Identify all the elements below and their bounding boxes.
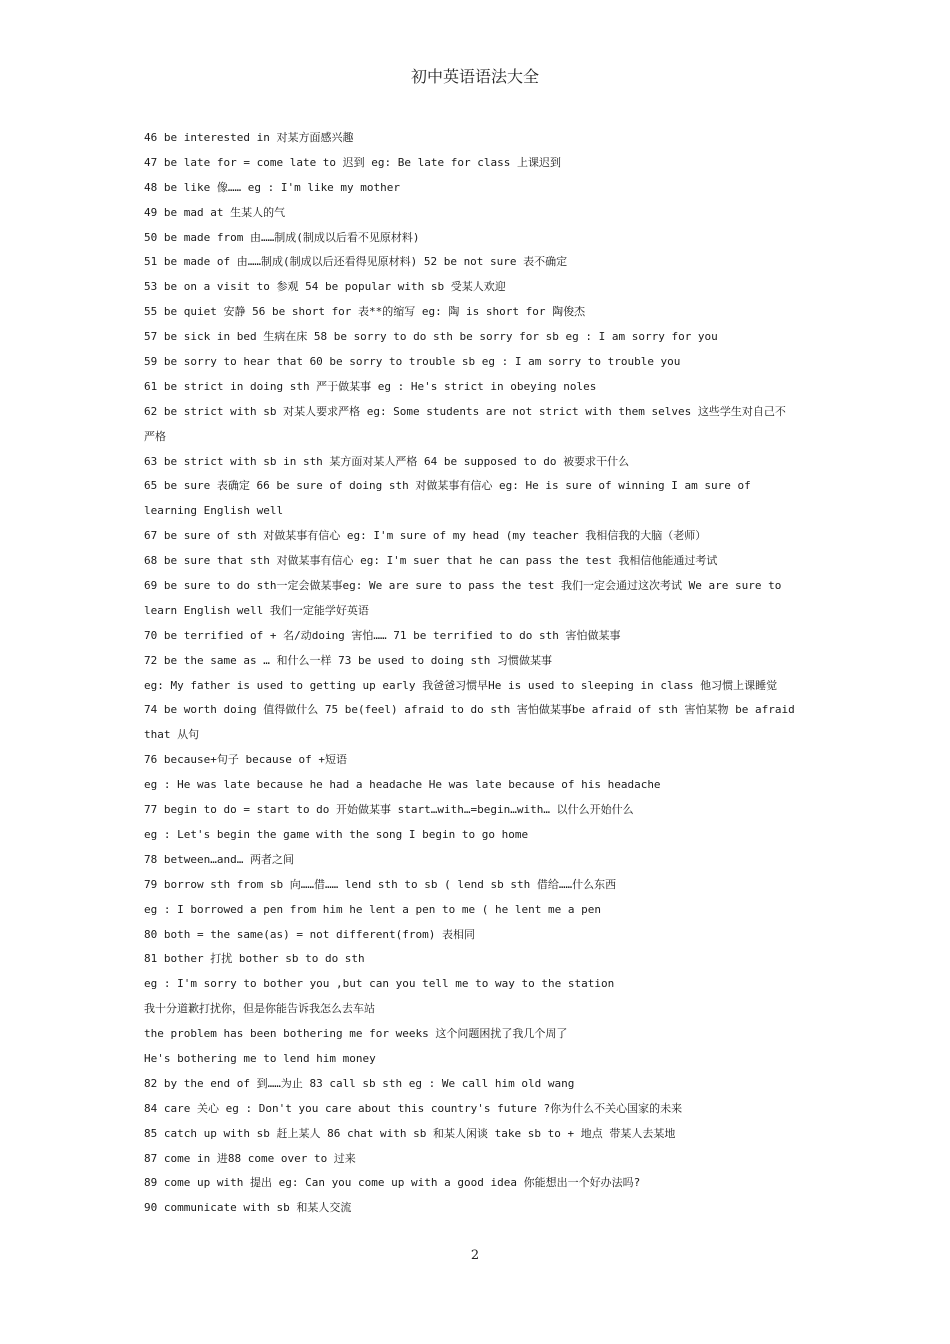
text-line: eg : I borrowed a pen from him he lent a pen to me ( he lent me a pen (144, 902, 601, 916)
text-line: 61 be strict in doing sth 严于做某事 eg : He's strict in obeying noles (144, 379, 597, 393)
text-line: 46 be interested in 对某方面感兴趣 (144, 131, 354, 144)
text-line: 50 be made from 由……制成(制成以后看不见原材料) (144, 230, 420, 244)
text-line: 48 be like 像…… eg : I'm like my mother (144, 180, 401, 194)
text-line: 68 be sure that sth 对做某事有信心 eg: I'm suer that he can pass the test 我相信他能通过考试 (144, 554, 718, 568)
text-line: 90 communicate with sb 和某人交流 (144, 1201, 352, 1215)
page-number: 2 (470, 1248, 480, 1263)
text-line: 84 care 关心 eg : Don't you care about this country's future ?你为什么不关心国家的未来 (144, 1101, 683, 1115)
document-body (144, 126, 814, 1221)
text-line: the problem has been bothering me for weeks 这个问题困扰了我几个周了 (144, 1027, 568, 1041)
text-line: 77 begin to do = start to do 开始做某事 start…with…=begin…with… 以什么开始什么 (144, 803, 634, 817)
text-line: 严格 (144, 429, 166, 443)
text-line: learning English well (144, 504, 284, 518)
text-line: 70 be terrified of + 名/动doing 害怕…… 71 be terrified to do sth 害怕做某事 (144, 628, 621, 642)
text-line: 87 come in 进88 come over to 过来 (144, 1151, 356, 1165)
text-line: 55 be quiet 安静 56 be short for 表**的缩写 eg: 陶 is short for 陶俊杰 (144, 305, 586, 319)
text-line: that 从句 (144, 728, 200, 742)
text-line: eg : I'm sorry to bother you ,but can you tell me to way to the station (144, 977, 615, 991)
text-line: 82 by the end of 到……为止 83 call sb sth eg : We call him old wang (144, 1076, 575, 1090)
text-line: 47 be late for = come late to 迟到 eg: Be late for class 上课迟到 (144, 155, 561, 169)
text-line: 79 borrow sth from sb 向……借…… lend sth to sb ( lend sb sth 借给……什么东西 (144, 877, 617, 891)
page-title: 初中英语语法大全 (410, 67, 539, 86)
text-line: 59 be sorry to hear that 60 be sorry to trouble sb eg : I am sorry to trouble you (144, 355, 681, 369)
text-line: 62 be strict with sb 对某人要求严格 eg: Some students are not strict with them selves 这些学生对自己不 (144, 404, 786, 418)
text-line: 76 because+句子 because of +短语 (144, 753, 347, 767)
text-line: 89 come up with 提出 eg: Can you come up with a good idea 你能想出一个好办法吗? (144, 1176, 641, 1190)
text-line: 80 both = the same(as) = not different(from) 表相同 (144, 927, 476, 941)
text-line: 57 be sick in bed 生病在床 58 be sorry to do sth be sorry for sb eg : I am sorry for you (144, 330, 718, 344)
text-line: He's bothering me to lend him money (144, 1051, 376, 1065)
text-line: 65 be sure 表确定 66 be sure of doing sth 对做某事有信心 eg: He is sure of winning I am sure of (144, 479, 751, 493)
text-line: eg : Let's begin the game with the song I begin to go home (144, 827, 529, 841)
text-line: 63 be strict with sb in sth 某方面对某人严格 64 be supposed to do 被要求干什么 (144, 454, 630, 468)
text-line: 67 be sure of sth 对做某事有信心 eg: I'm sure of my head (my teacher 我相信我的大脑（老师） (144, 529, 707, 543)
text-line: eg: My father is used to getting up early 我爸爸习惯早He is used to sleeping in class 他习惯上课睡觉 (144, 678, 778, 692)
text-line: 85 catch up with sb 赶上某人 86 chat with sb 和某人闲谈 take sb to + 地点 带某人去某地 (144, 1126, 676, 1140)
text-line: 53 be on a visit to 参观 54 be popular with sb 受某人欢迎 (144, 280, 506, 294)
text-line: 74 be worth doing 值得做什么 75 be(feel) afraid to do sth 害怕做某事be afraid of sth 害怕某物 be afraid (144, 703, 795, 717)
text-line: eg : He was late because he had a headache He was late because of his headache (144, 778, 661, 792)
text-line: 72 be the same as … 和什么一样 73 be used to doing sth 习惯做某事 (144, 653, 553, 667)
text-line: 我十分道歉打扰你，但是你能告诉我怎么去车站 (144, 1002, 375, 1016)
text-line: learn English well 我们一定能学好英语 (144, 603, 369, 617)
text-line: 51 be made of 由……制成(制成以后还看得见原材料) 52 be not sure 表不确定 (144, 255, 568, 269)
text-line: 81 bother 打扰 bother sb to do sth (144, 952, 365, 966)
text-line: 69 be sure to do sth一定会做某事eg: We are sure to pass the test 我们一定会通过这次考试 We are sure to (144, 579, 782, 593)
text-line: 49 be mad at 生某人的气 (144, 205, 286, 219)
text-line: 78 between…and… 两者之间 (144, 852, 294, 866)
